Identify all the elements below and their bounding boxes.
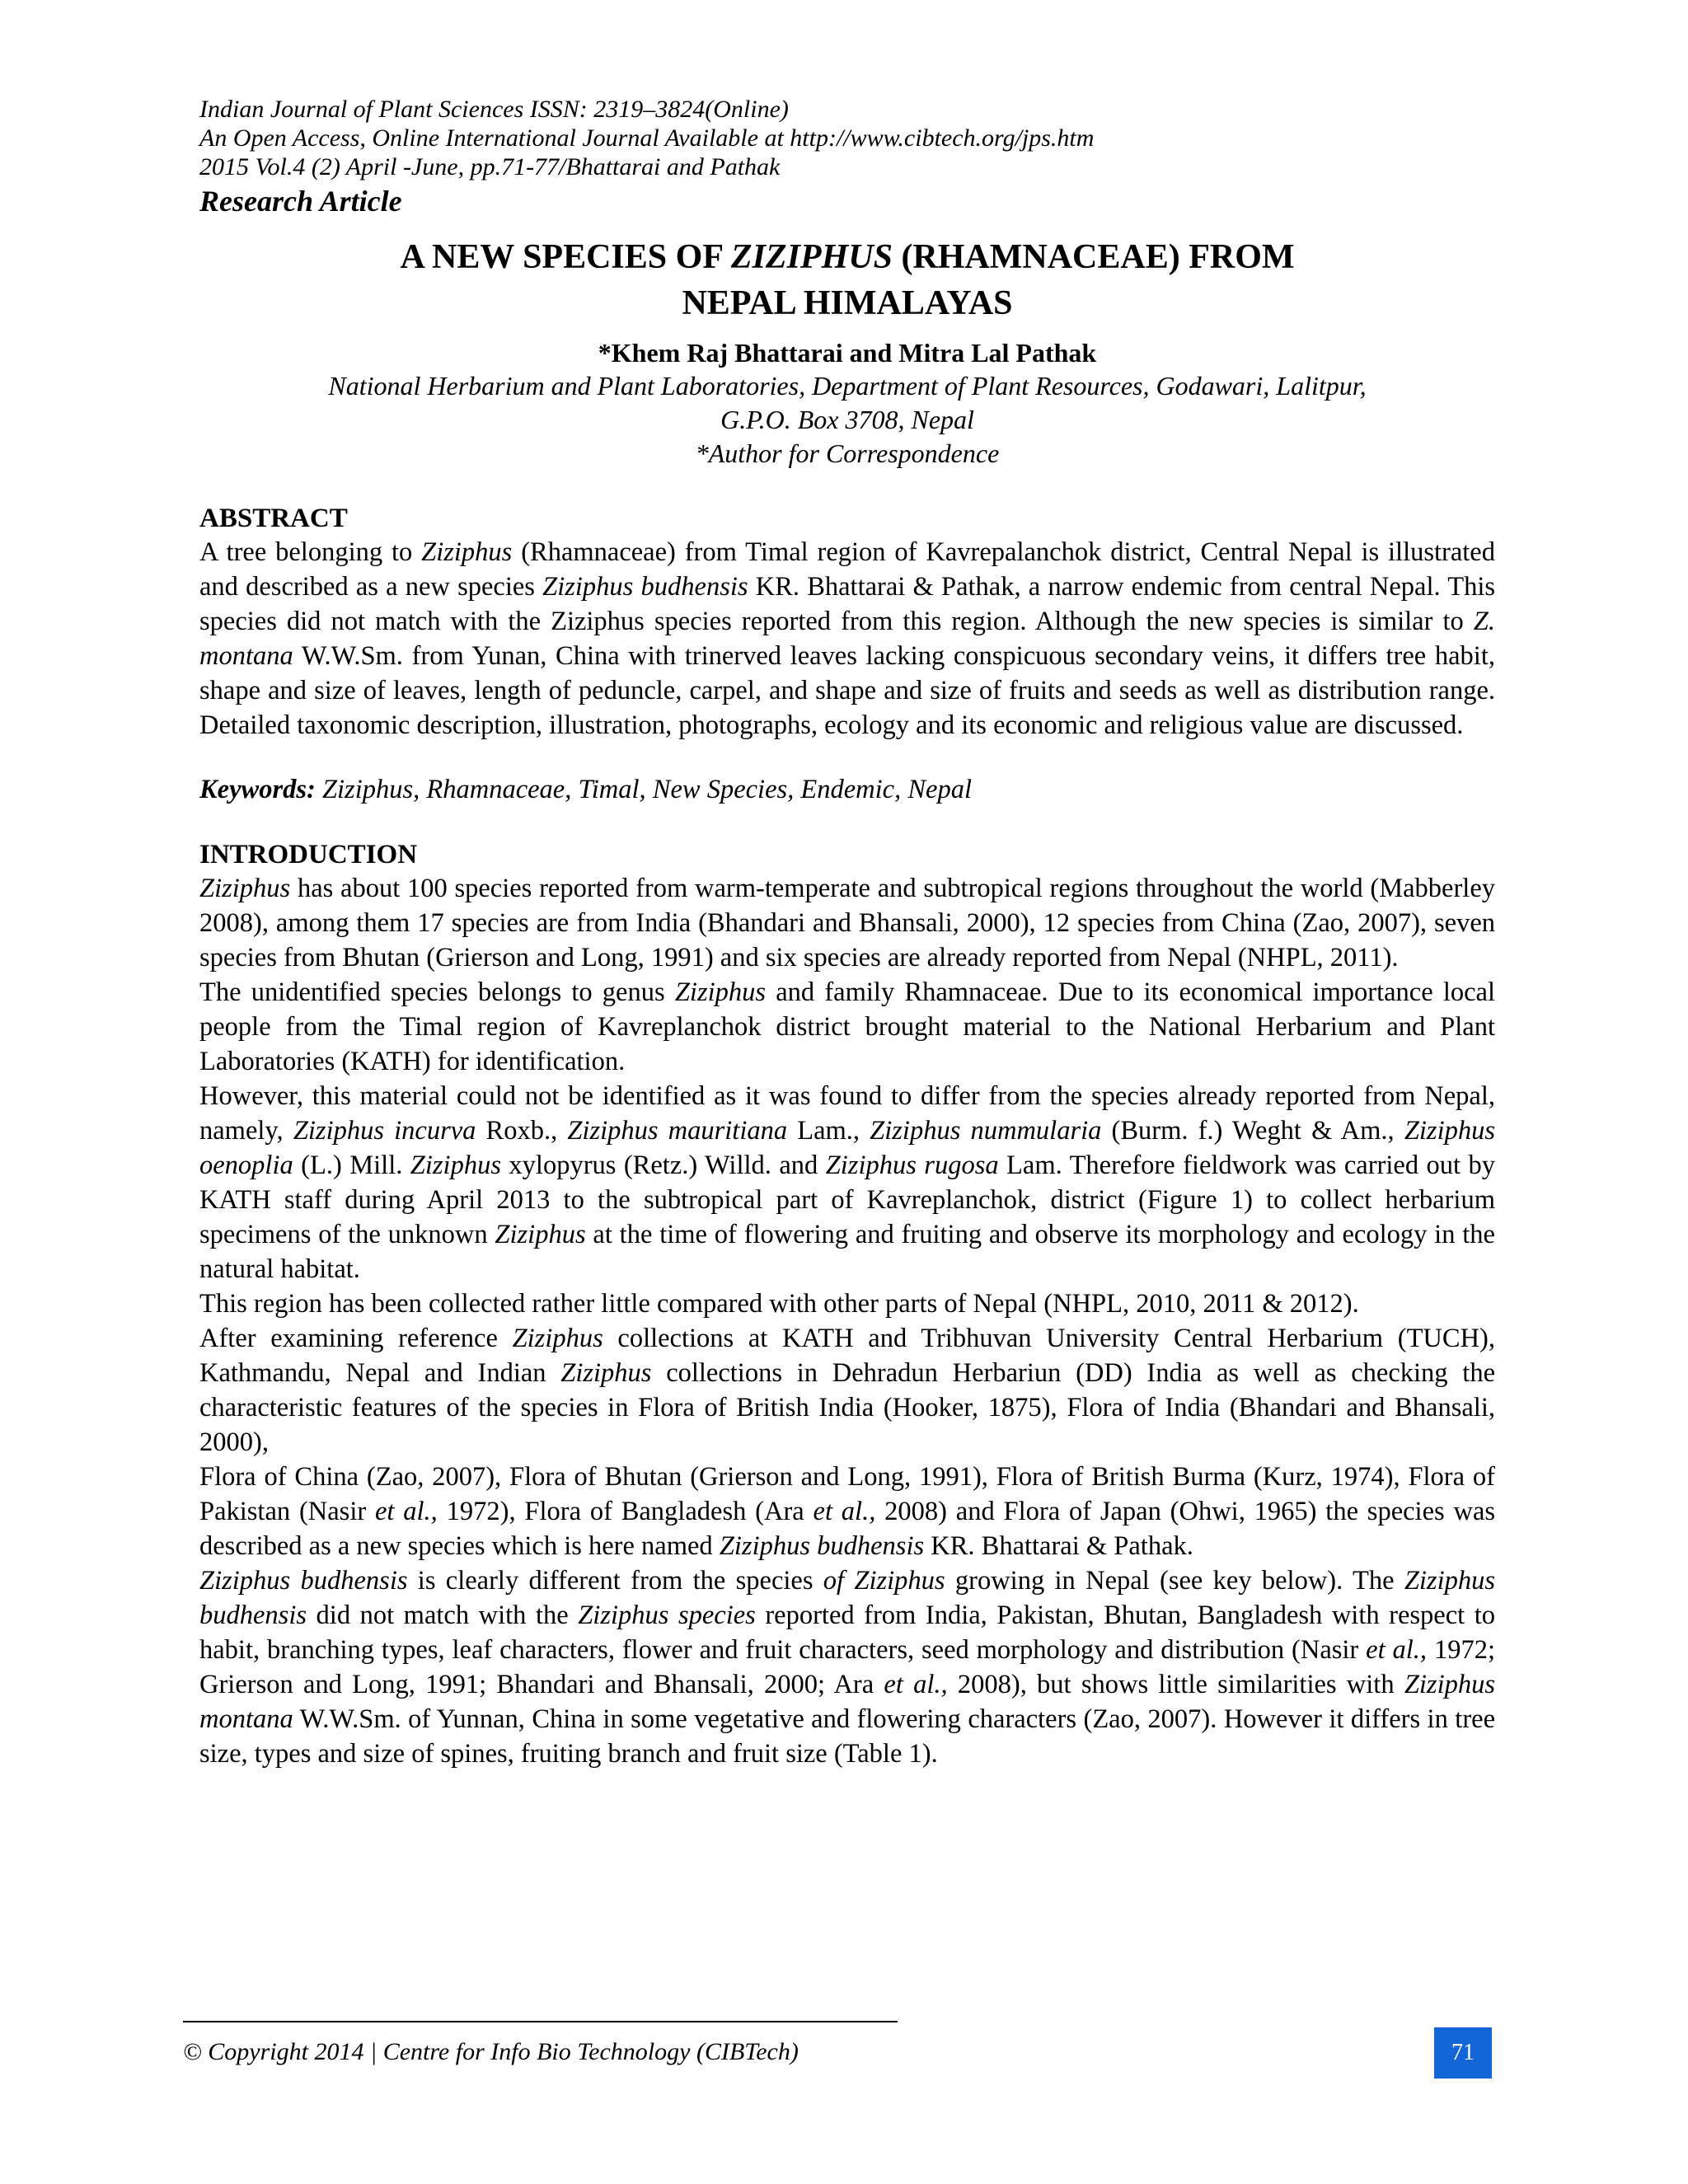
affiliation-line-2: G.P.O. Box 3708, Nepal (720, 405, 974, 434)
article-type: Research Article (199, 185, 402, 218)
text-run: and family Rhamnaceae. Due to its economical importance local people from the Timal region of Kavreplanchok district brought material to the National Herbarium and Plant Laboratories (KATH) for identification. (199, 977, 1496, 1076)
italic-run: Ziziphus budhensis (199, 1566, 408, 1596)
title-part-1: A NEW SPECIES OF (400, 238, 731, 276)
article-title (199, 234, 1495, 326)
italic-run: Ziziphus species (578, 1601, 756, 1630)
affiliation-line-1: National Herbarium and Plant Laboratories, Department of Plant Resources, Godawari, Lalitpur, (328, 371, 1367, 401)
text-run: Lam. Therefore fieldwork was carried out by KATH staff during April 2013 to the subtropical part of Kavreplanchok, district (Figure 1) to collect herbarium specimens of the unknown (199, 1151, 1495, 1249)
text-run: KR. Bhattarai & Pathak, a narrow endemic from central Nepal. This species did not match with the Ziziphus species reported from this region. Although the new species is similar to (199, 572, 1496, 636)
italic-run: Ziziphus (512, 1324, 603, 1353)
italic-run: et al., (1366, 1635, 1428, 1665)
italic-run: Ziziphus budhensis (542, 572, 748, 602)
title-line-2: NEPAL HIMALAYAS (682, 284, 1013, 322)
text-run: xylopyrus (Retz.) Willd. and (500, 1151, 826, 1180)
text-run: at the time of flowering and fruiting and observe its morphology and ecology in the natural habitat. (199, 1220, 1495, 1284)
text-run: W.W.Sm. of Yunnan, China in some vegetative and flowering characters (Zao, 2007). However it differs in tree size, types and size of spines, fruiting branch and fruit size (Table 1). (199, 1704, 1495, 1769)
intro-paragraph-3 (199, 1079, 1495, 1286)
italic-run: Ziziphus nummularia (870, 1116, 1102, 1146)
text-run: 1972), Flora of Bangladesh (Ara (437, 1497, 814, 1526)
intro-paragraph-1 (199, 871, 1495, 975)
italic-run: Ziziphus budhensis (719, 1531, 925, 1561)
text-run: (Burm. f.) Weght & Am., (1101, 1116, 1404, 1146)
italic-run: Ziziphus (674, 977, 767, 1007)
text-run: After examining reference (199, 1324, 513, 1353)
text-run: 1972; Grierson and Long, 1991; Bhandari and Bhansali, 2000; Ara (199, 1635, 1495, 1699)
italic-run: Ziziphus rugosa (825, 1151, 999, 1180)
text-run: Lam., (787, 1116, 870, 1146)
introduction-heading: INTRODUCTION (199, 840, 418, 869)
intro-paragraph-4: This region has been collected rather little compared with other parts of Nepal (NHPL, 2010, 2011 & 2012). (199, 1289, 1359, 1319)
keywords-label: Keywords: (199, 775, 316, 804)
italic-run: et al., (884, 1670, 948, 1699)
keywords (199, 772, 1495, 807)
italic-run: of Ziziphus (823, 1566, 945, 1596)
text-run: has about 100 species reported from warm-temperate and subtropical regions throughout the world (Mabberley 2008), among them 17 species are from India (Bhandari and Bhansali, 2000), 12 species from China (Zao, 2007), seven species from Bhutan (Grierson and Long, 1991) and six species are already reported from Nepal (NHPL, 2011). (199, 874, 1495, 972)
italic-run: Ziziphus oenoplia (199, 1116, 1495, 1180)
text-run: A tree belonging to (199, 537, 422, 567)
italic-run: Z. montana (199, 607, 1495, 671)
text-run: KR. Bhattarai & Pathak. (924, 1531, 1193, 1561)
text-run: (L.) Mill. (293, 1151, 410, 1180)
text-run: reported from India, Pakistan, Bhutan, Bangladesh with respect to habit, branching types, leaf characters, flower and fruit characters, seed morphology and distribution (Nasir (199, 1601, 1496, 1665)
italic-run: Ziziphus (410, 1151, 501, 1180)
text-run: collections at KATH and Tribhuvan University Central Herbarium (TUCH), Kathmandu, Nepal and Indian (199, 1324, 1495, 1388)
keywords-list: Ziziphus, Rhamnaceae, Timal, New Species, Endemic, Nepal (315, 775, 972, 804)
italic-run: Ziziphus incurva (293, 1116, 476, 1146)
italic-run: Ziziphus (421, 537, 513, 567)
intro-paragraph-2 (199, 975, 1495, 1079)
text-run: The unidentified species belongs to genus (199, 977, 675, 1007)
italic-run: et al., (375, 1497, 438, 1526)
text-run: 2008) and Flora of Japan (Ohwi, 1965) the species was described as a new species which is here named (199, 1497, 1496, 1561)
italic-run: Ziziphus (560, 1358, 652, 1388)
italic-run: Ziziphus (199, 874, 291, 903)
copyright-notice: © Copyright 2014 | Centre for Info Bio Technology (CIBTech) (183, 2038, 799, 2065)
title-part-2: (RHAMNACEAE) FROM (892, 238, 1295, 276)
text-run: did not match with the (307, 1601, 579, 1630)
text-run: 2008), but shows little similarities with (947, 1670, 1404, 1699)
text-run: Roxb., (476, 1116, 568, 1146)
intro-paragraph-6 (199, 1460, 1495, 1563)
text-run: growing in Nepal (see key below). The (945, 1566, 1404, 1596)
italic-run: Ziziphus (495, 1220, 586, 1249)
text-run: W.W.Sm. from Yunan, China with trinerved leaves lacking conspicuous secondary veins, it differs tree habit, shape and size of leaves, length of peduncle, carpel, and shape and size of fruits and seeds as well as distribution range. Detailed taxonomic description, illustration, photographs, ecology and its economic and religious value are discussed. (199, 641, 1495, 740)
title-genus: ZIZIPHUS (730, 238, 893, 276)
affiliation-line-3: *Author for Correspondence (695, 438, 1000, 468)
abstract-text (199, 535, 1495, 743)
italic-run: Ziziphus montana (199, 1670, 1496, 1734)
journal-line-1: Indian Journal of Plant Sciences ISSN: 2319–3824(Online) (199, 96, 789, 123)
text-run: is clearly different from the species (407, 1566, 823, 1596)
journal-line-3: 2015 Vol.4 (2) April -June, pp.71-77/Bhattarai and Pathak (199, 153, 781, 180)
intro-paragraph-5 (199, 1321, 1495, 1460)
journal-line-2: An Open Access, Online International Journal Available at http://www.cibtech.org/jps.htm (199, 124, 1095, 152)
text-run: (Rhamnaceae) from Timal region of Kavrepalanchok district, Central Nepal is illustrated and described as a new species (199, 537, 1495, 602)
text-run: Flora of China (Zao, 2007), Flora of Bhutan (Grierson and Long, 1991), Flora of British Burma (Kurz, 1974), Flora of Pakistan (Nasir (199, 1462, 1495, 1526)
italic-run: et al., (813, 1497, 876, 1526)
italic-run: Ziziphus mauritiana (567, 1116, 788, 1146)
text-run: However, this material could not be identified as it was found to differ from the species already reported from Nepal, namely, (199, 1081, 1495, 1146)
article-page (199, 95, 1495, 1771)
page-number-badge: 71 (1434, 2027, 1492, 2079)
abstract-heading: ABSTRACT (199, 504, 348, 533)
authors: *Khem Raj Bhattarai and Mitra Lal Pathak (598, 338, 1097, 368)
footer-rule (183, 2021, 898, 2022)
text-run: collections in Dehradun Herbariun (DD) India as well as checking the characteristic features of the species in Flora of British India (Hooker, 1875), Flora of India (Bhandari and Bhansali, 2000), (199, 1358, 1495, 1457)
italic-run: Ziziphus budhensis (199, 1566, 1495, 1630)
intro-paragraph-7 (199, 1563, 1495, 1771)
